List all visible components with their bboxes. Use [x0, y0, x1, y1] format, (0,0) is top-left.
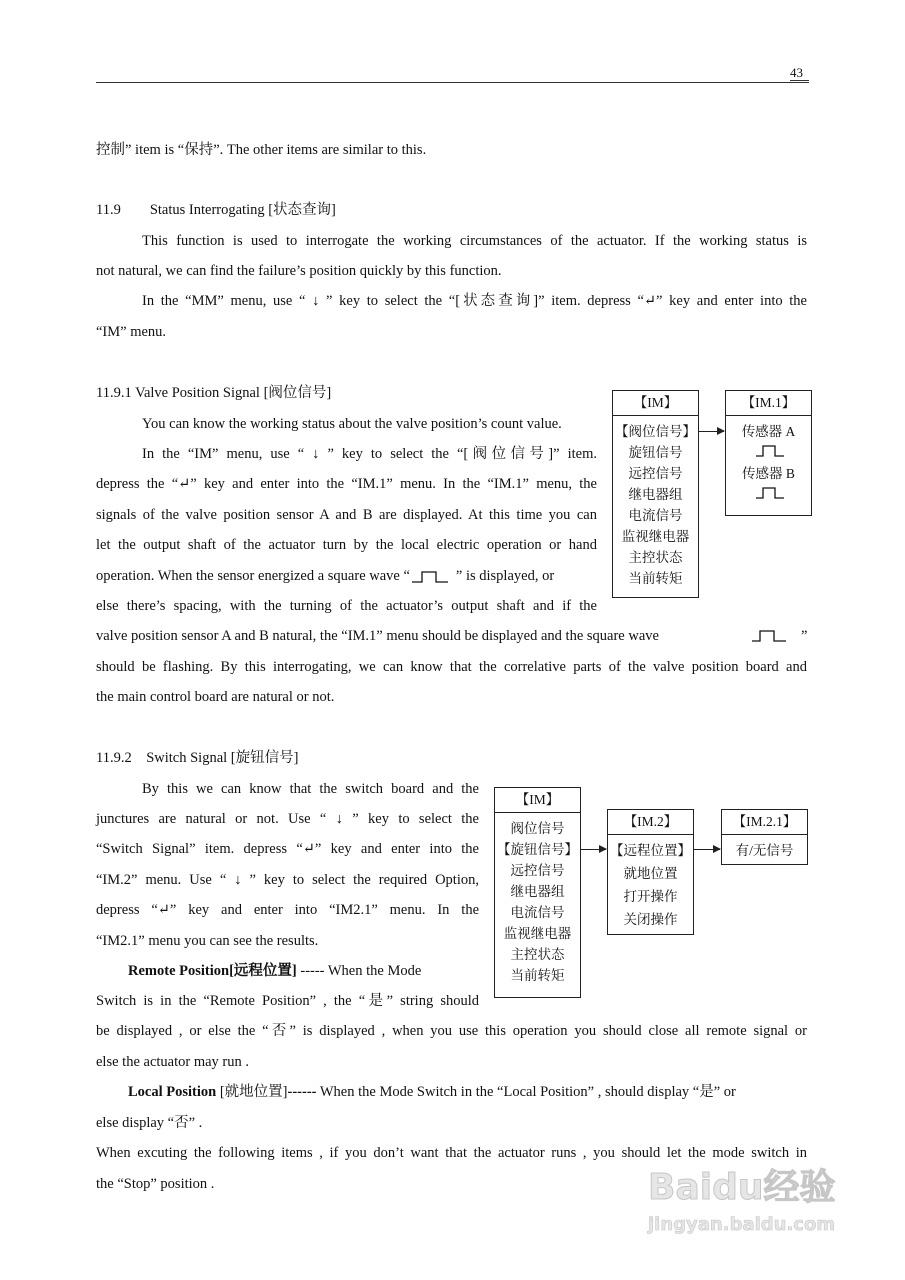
- menu-item: 电流信号: [628, 508, 683, 523]
- arrow-connector: [581, 849, 606, 850]
- menu-item: 监视继电器: [503, 926, 572, 941]
- paragraph-line: “IM.2” menu. Use “ ↓ ” key to select the required Option,: [96, 872, 479, 888]
- menu-item: 远控信号: [628, 466, 683, 481]
- menu-title: 【IM.2.1】: [722, 810, 807, 835]
- square-wave-icon: [754, 486, 786, 500]
- menu-item: 【远程位置】: [610, 843, 691, 858]
- header-rule: [96, 82, 809, 83]
- arrow-connector: [694, 849, 720, 850]
- paragraph-line: “IM” menu.: [96, 324, 167, 340]
- square-wave-icon: [410, 569, 452, 585]
- watermark-brand: Baidu经验: [648, 1167, 836, 1208]
- paragraph-line: else there’s spacing, with the turning of the actuator’s output shaft and if the: [96, 598, 597, 614]
- sensor-label: 传感器 A: [741, 424, 796, 439]
- paragraph-line: When excuting the following items , if you don’t want that the actuator runs , you should let the mode switch in: [96, 1145, 807, 1161]
- menu-item: 监视继电器: [621, 529, 690, 544]
- remote-position-label: Remote Position[远程位置]: [128, 963, 297, 979]
- paragraph-text: When the Mode Switch in the “Local Position” , should display “是” or: [316, 1084, 736, 1100]
- paragraph-line: the “Stop” position .: [96, 1176, 215, 1192]
- paragraph-text: [就地位置]: [216, 1084, 288, 1100]
- paragraph-line: This function is used to interrogate the working circumstances of the actuator. If the working status is: [142, 233, 807, 249]
- menu-item: 主控状态: [628, 550, 683, 565]
- paragraph-line: let the output shaft of the actuator turn by the local electric operation or hand: [96, 537, 597, 553]
- menu-box-im21: [721, 809, 808, 865]
- paragraph-line: depress the “↵” key and enter into the “IM.1” menu. In the “IM.1” menu, the: [96, 476, 597, 492]
- local-position-line: [128, 1082, 736, 1102]
- menu-item: 就地位置: [623, 866, 678, 881]
- menu-item: 【阀位信号】: [615, 424, 696, 439]
- menu-box-im: [612, 390, 699, 598]
- paragraph-line: In the “IM” menu, use “ ↓ ” key to select the “[阀位信号]” item.: [142, 446, 597, 462]
- paragraph-text: ”: [801, 628, 808, 644]
- paragraph-line: junctures are natural or not. Use “ ↓ ” key to select the: [96, 811, 479, 827]
- watermark-url: jingyan.baidu.com: [648, 1214, 836, 1235]
- page-number: 43: [790, 65, 803, 80]
- menu-item: 当前转矩: [628, 571, 683, 586]
- menu-item: 当前转矩: [510, 968, 565, 983]
- square-wave-icon: [750, 628, 790, 644]
- menu-title: 【IM】: [495, 788, 580, 813]
- menu-box-im2: [607, 809, 694, 935]
- paragraph-line: signals of the valve position sensor A and B are displayed. At this time you can: [96, 507, 597, 523]
- sensor-label: 传感器 B: [742, 466, 795, 481]
- menu-item: 旋钮信号: [628, 445, 683, 460]
- menu-title: 【IM】: [613, 391, 698, 416]
- paragraph-line: not natural, we can find the failure’s position quickly by this function.: [96, 263, 502, 279]
- menu-item: 打开操作: [623, 889, 678, 904]
- section-heading-11-9: 11.9 Status Interrogating [状态查询]: [96, 202, 336, 218]
- section-heading-11-9-2: 11.9.2 Switch Signal [旋钮信号]: [96, 750, 299, 766]
- remote-position-line: [128, 961, 421, 981]
- paragraph-line: “Switch Signal” item. depress “↵” key and enter into the: [96, 841, 479, 857]
- menu-item: 阀位信号: [510, 821, 565, 836]
- menu-item: 关闭操作: [623, 912, 678, 927]
- menu-item: 继电器组: [510, 884, 565, 899]
- local-position-label: Local Position: [128, 1084, 217, 1100]
- paragraph-line: depress “↵” key and enter into “IM2.1” menu. In the: [96, 902, 479, 918]
- paragraph-text: ----- When the Mode: [296, 963, 422, 979]
- square-wave-icon: [754, 444, 786, 458]
- section-heading-11-9-1: 11.9.1 Valve Position Signal [阀位信号]: [96, 385, 332, 401]
- paragraph-line: “IM2.1” menu you can see the results.: [96, 933, 319, 949]
- paragraph-text: operation. When the sensor energized a square wave “: [96, 568, 410, 584]
- intro-paragraph: 控制” item is “保持”. The other items are similar to this.: [96, 142, 427, 158]
- menu-box-im1: [725, 390, 812, 516]
- paragraph-line: Switch is in the “Remote Position” , the “是” string should: [96, 993, 479, 1009]
- menu-title: 【IM.2】: [608, 810, 693, 835]
- menu-box-im: [494, 787, 581, 998]
- menu-item: 远控信号: [510, 863, 565, 878]
- paragraph-line: should be flashing. By this interrogating, we can know that the correlative parts of the valve position board and: [96, 659, 807, 675]
- paragraph-line: You can know the working status about the valve position’s count value.: [142, 416, 562, 432]
- paragraph-line-with-wave: [96, 566, 554, 586]
- menu-item: 主控状态: [510, 947, 565, 962]
- menu-item: 继电器组: [628, 487, 683, 502]
- paragraph-line: the main control board are natural or not.: [96, 689, 335, 705]
- paragraph-text: valve position sensor A and B natural, the “IM.1” menu should be displayed and the square wave: [96, 628, 659, 644]
- arrow-connector: [699, 431, 724, 432]
- menu-item: 电流信号: [510, 905, 565, 920]
- menu-item: 有/无信号: [735, 843, 794, 858]
- paragraph-line: else display “否” .: [96, 1115, 203, 1131]
- page-number-underline: [790, 80, 809, 81]
- paragraph-line: be displayed , or else the “否” is displayed , when you use this operation you should close all remote signal or: [96, 1023, 807, 1039]
- paragraph-text: ” is displayed, or: [455, 568, 555, 584]
- paragraph-line: By this we can know that the switch board and the: [142, 781, 479, 797]
- menu-item: 【旋钮信号】: [497, 842, 578, 857]
- dash-separator: ------: [287, 1084, 317, 1100]
- paragraph-line: else the actuator may run .: [96, 1054, 249, 1070]
- paragraph-line: In the “MM” menu, use “ ↓ ” key to select the “[状态查询]” item. depress “↵” key and enter into the: [142, 293, 807, 309]
- menu-title: 【IM.1】: [726, 391, 811, 416]
